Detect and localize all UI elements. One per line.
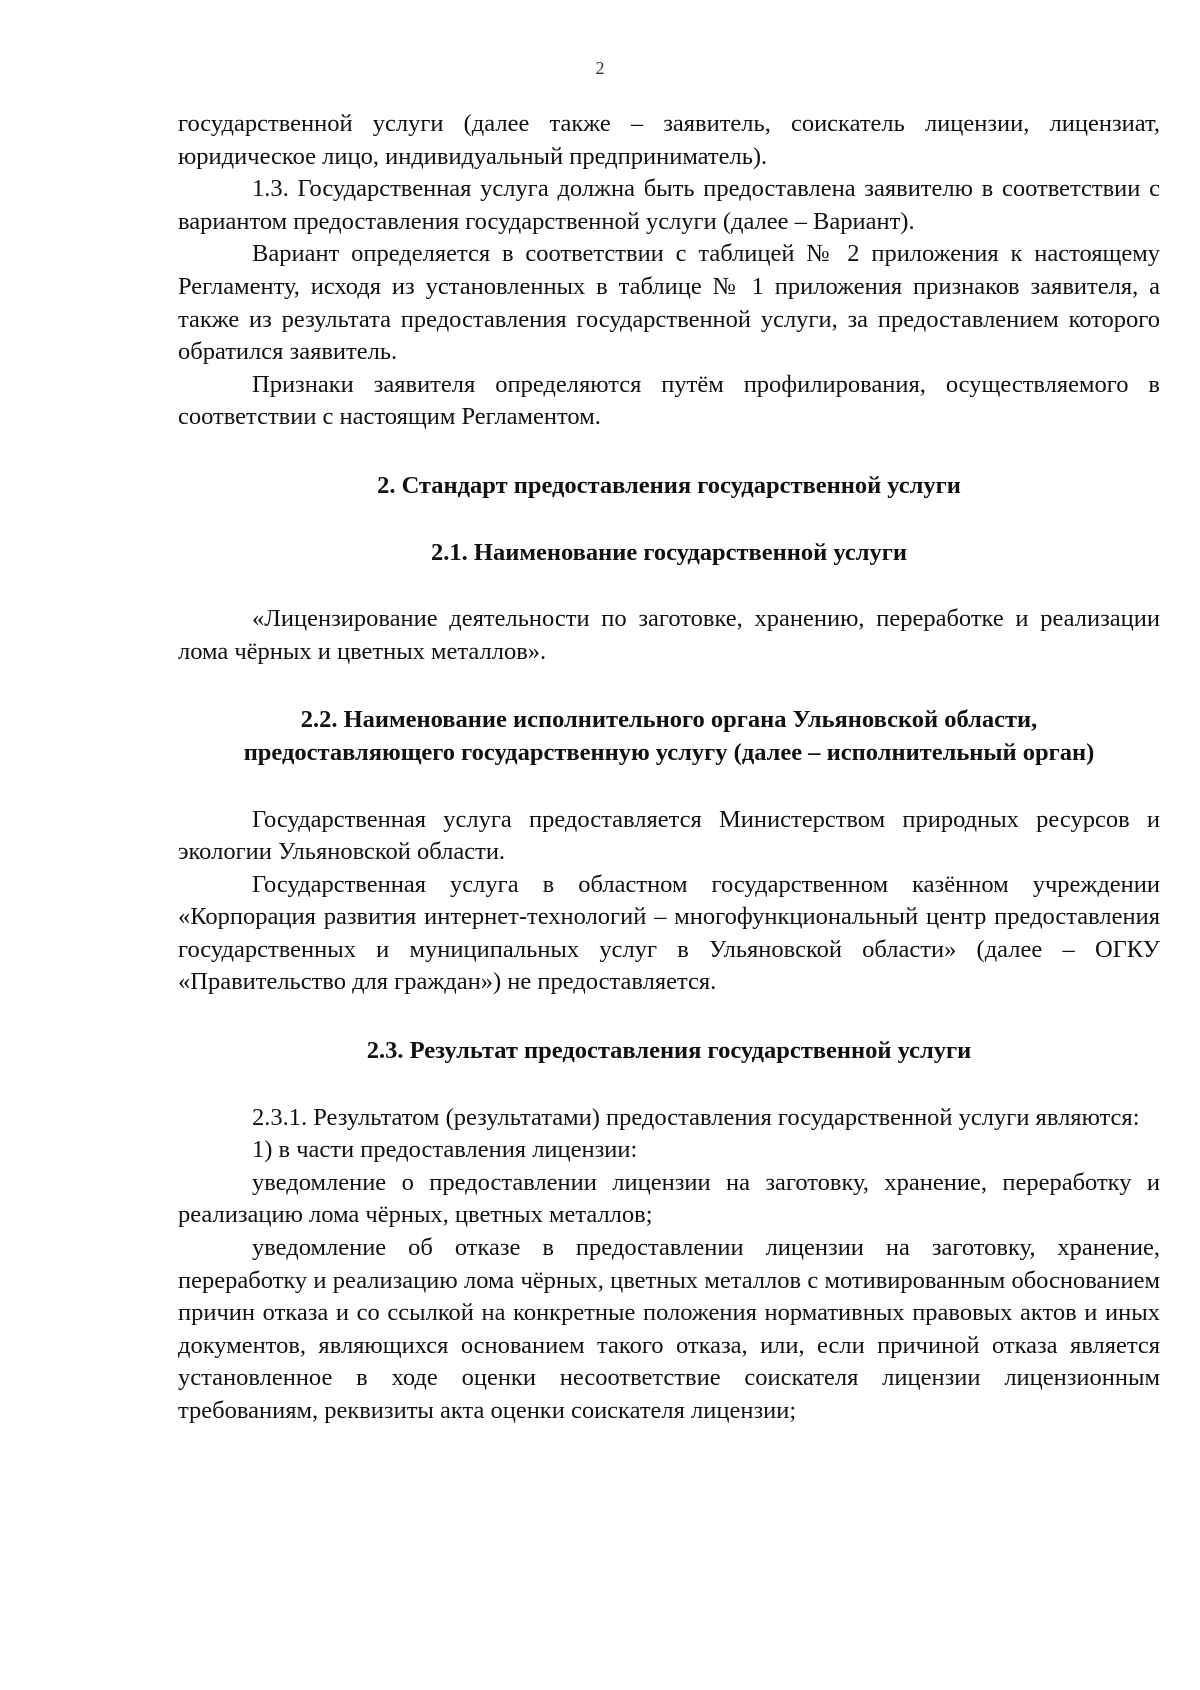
section-2-3-heading: 2.3. Результат предоставления государственной услуги <box>366 1037 972 1065</box>
paragraph-variant: Вариант определяется в соответствии с таблицей № 2 приложения к настоящему Регламенту, исходя из установленных в таблице № 1 приложения признаков заявителя, а также из результата предоставления государственной услуги, за предоставлением которого обратился заявитель. <box>178 240 1160 366</box>
section-2-2-heading-line-1: 2.2. Наименование исполнительного органа Ульяновской области, <box>300 706 1038 734</box>
paragraph-applicant-features: Признаки заявителя определяются путём профилирования, осуществляемого в соответствии с настоящим Регламентом. <box>178 370 1160 431</box>
spacer <box>178 434 1160 470</box>
paragraph-continuation: государственной услуги (далее также – заявитель, соискатель лицензии, лицензиат, юридическое лицо, индивидуальный предприниматель). <box>178 110 1160 170</box>
section-2-2-heading-line-2: предоставляющего государственную услугу (далее – исполнительный орган) <box>243 738 1095 766</box>
spacer <box>178 1068 1160 1102</box>
section-2-heading: 2. Стандарт предоставления государственной услуги <box>377 471 961 499</box>
spacer <box>178 770 1160 804</box>
paragraph-1-3: 1.3. Государственная услуга должна быть предоставлена заявителю в соответствии с вариантом предоставления государственной услуги (далее – Вариант). <box>178 175 1160 235</box>
paragraph-2-3-1: 2.3.1. Результатом (результатами) предоставления государственной услуги являются: <box>252 1103 1140 1131</box>
document-body <box>178 108 1160 1428</box>
paragraph-license-part: 1) в части предоставления лицензии: <box>252 1136 638 1164</box>
section-2-2-heading <box>178 704 1160 769</box>
paragraph-mfc: Государственная услуга в областном государственном казённом учреждении «Корпорация развития интернет-технологий – многофункциональный центр предоставления государственных и муниципальных услуг в Ульяновской области» (далее – ОГКУ «Правительство для граждан») не предоставляется. <box>178 870 1160 996</box>
spacer <box>178 569 1160 603</box>
spacer <box>178 999 1160 1035</box>
paragraph-ministry: Государственная услуга предоставляется Министерством природных ресурсов и экологии Ульяновской области. <box>178 805 1160 866</box>
spacer <box>178 668 1160 704</box>
section-2-1-heading: 2.1. Наименование государственной услуги <box>431 538 907 566</box>
spacer <box>178 503 1160 537</box>
paragraph-notice-refusal: уведомление об отказе в предоставлении лицензии на заготовку, хранение, переработку и реализацию лома чёрных, цветных металлов с мотивированным обоснованием причин отказа и со ссылкой на конкретные положения нормативных правовых актов и иных документов, являющихся основанием такого отказа, или, если причиной отказа является установленное в ходе оценки несоответствие соискателя лицензии лицензионным требованиям, реквизиты акта оценки соискателя лицензии; <box>178 1234 1160 1424</box>
page-number: 2 <box>595 58 605 78</box>
paragraph-notice-granted: уведомление о предоставлении лицензии на заготовку, хранение, переработку и реализацию лома чёрных, цветных металлов; <box>178 1168 1160 1229</box>
service-name-paragraph: «Лицензирование деятельности по заготовке, хранению, переработке и реализации лома чёрных и цветных металлов». <box>178 605 1160 665</box>
